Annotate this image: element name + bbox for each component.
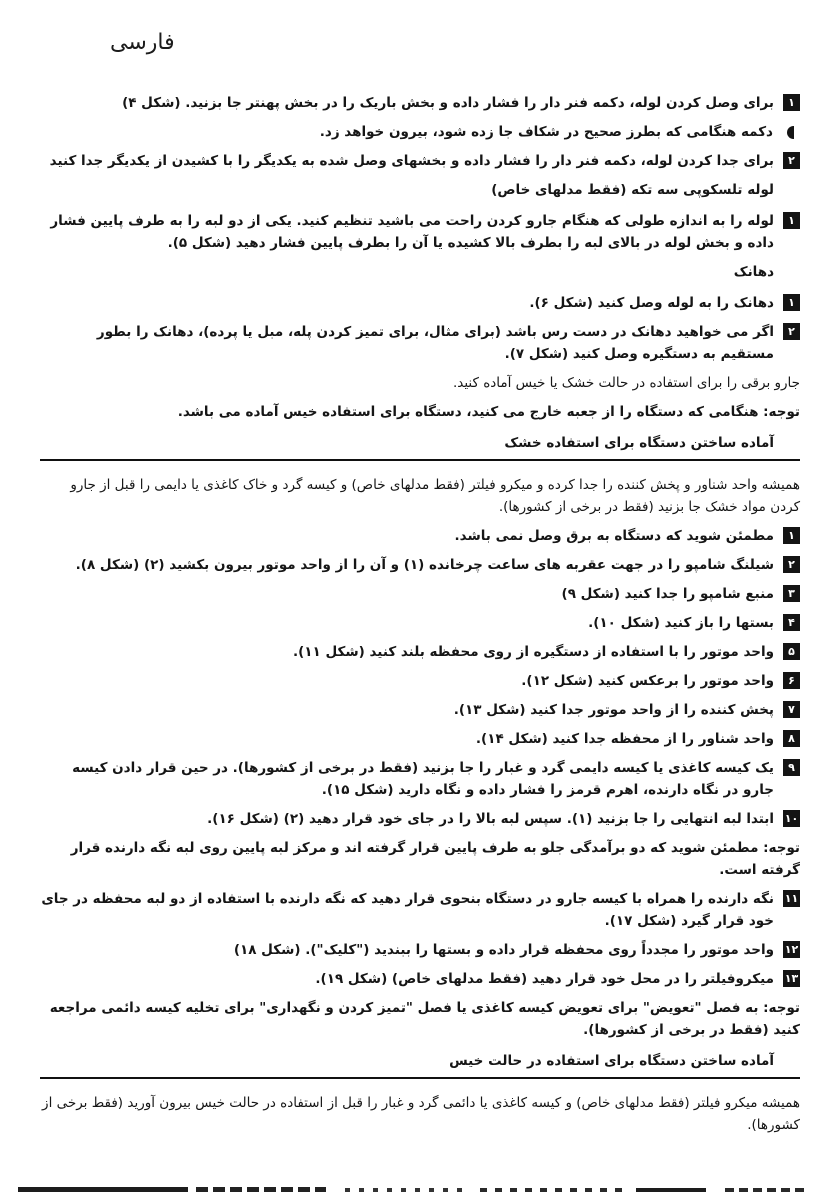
instruction-text: واحد موتور را برعکس کنید (شکل ۱۲). [521,673,774,689]
instruction-text: اگر می خواهید دهانک در دست رس باشد (برای مثال، برای تمیز کردن پله، مبل یا پرده)، دهانک را بطور مستقیم به دستگیره وصل کنید (شکل ۷). [96,324,774,362]
note-text: توجه: مطمئن شوید که دو برآمدگی جلو به طرف پایین قرار گرفته اند و مرکز لبه پایین روی لبه نگه دارنده قرار گرفته است. [70,840,800,878]
footer-smudge [18,1187,188,1192]
instruction-text: پخش کننده را از واحد موتور جدا کنید (شکل ۱۳). [453,702,774,718]
paragraph-text: همیشه واحد شناور و پخش کننده را جدا کرده و میکرو فیلتر (فقط مدلهای خاص) و کیسه گرد و خاک کاغذی یا دایمی را قبل از جارو کردن مواد خشک جا بزنید (فقط در برخی از کشورها). [70,477,800,515]
step-number-badge: ۱۰ [784,812,799,825]
subsection-heading: لوله تلسکوپی سه تکه (فقط مدلهای خاص) [491,182,774,198]
cut-off-footer-text [0,1185,840,1192]
step-number-badge: ۱ [783,212,800,229]
step-number-badge: ۱۳ [784,972,799,985]
instruction-item [40,699,800,721]
step-number-badge: ۲ [783,556,800,573]
instruction-item [40,150,800,172]
instruction-item [40,210,800,254]
footer-smudge [345,1188,465,1192]
instruction-item [40,728,800,750]
instruction-text: واحد موتور را مجدداً روی محفظه قرار داده و بستها را ببندید ("کلیک"). (شکل ۱۸) [233,942,774,958]
instruction-item [40,808,800,830]
instruction-text: واحد شناور را از محفظه جدا کنید (شکل ۱۴). [475,731,774,747]
instruction-text: شیلنگ شامپو را در جهت عقربه های ساعت چرخانده (۱) و آن را از واحد موتور بیرون بکشید (۲) (شکل ۸). [75,557,774,573]
footer-smudge [480,1188,630,1192]
instruction-text: ابتدا لبه انتهایی را جا بزنید (۱). سپس لبه بالا را در جای خود قرار دهید (۲) (شکل ۱۶). [207,811,774,827]
instruction-text: برای جدا کردن لوله، دکمه فنر دار را فشار داده و بخشهای وصل شده به یکدیگر را با کشیدن از یکدیگر جدا کنید [49,153,774,169]
section-divider [40,459,800,461]
step-number-badge: ۳ [783,585,800,602]
footer-smudge [636,1188,706,1192]
step-number-badge: ۱۱ [784,892,799,905]
instruction-item [40,525,800,547]
step-number-badge: ۱ [783,294,800,311]
step-number-badge: ۱۲ [784,943,799,956]
instruction-text: برای وصل کردن لوله، دکمه فنر دار را فشار داده و بخش باریک را در بخش پهنتر جا بزنید. (شکل ۴) [122,95,774,111]
section-heading: آماده ساختن دستگاه برای استفاده در حالت خیس [449,1053,774,1069]
instruction-item [40,92,800,114]
instruction-item [40,641,800,663]
step-number-badge: ۴ [783,614,800,631]
page-language-heading: فارسی [110,30,175,55]
instruction-text: منبع شامپو را جدا کنید (شکل ۹) [561,586,774,602]
note-text: توجه: هنگامی که دستگاه را از جعبه خارج می کنید، دستگاه برای استفاده خیس آماده می باشد. [177,404,800,420]
instruction-text: لوله را به اندازه طولی که هنگام جارو کردن راحت می باشید تنظیم کنید. یکی از دو لبه را به طرف پایین فشار داده و بخش لوله در بالای لبه را بطرف بالا کشیده یا آن را بطرف پایین فشار دهید (شکل ۵). [50,213,774,251]
step-number-badge: ۶ [783,672,800,689]
footer-smudge [725,1188,805,1192]
section-divider [40,1077,800,1079]
step-number-badge: ۲ [783,152,800,169]
instruction-item [40,670,800,692]
instruction-text: یک کیسه کاغذی یا کیسه دایمی گرد و غبار را جا بزنید (فقط در برخی از کشورها). در حین قرار دادن کیسه جارو در نگاه دارنده، اهرم قرمز را فشار داده و نگاه دارید (شکل ۱۵). [72,760,774,798]
instruction-item [40,757,800,801]
step-number-badge: ۹ [783,759,800,776]
section-heading: آماده ساختن دستگاه برای استفاده خشک [504,435,774,451]
instruction-item [40,583,800,605]
step-number-badge: ۷ [783,701,800,718]
sub-bullet-text: دکمه هنگامی که بطرز صحیح در شکاف جا زده شود، بیرون خواهد زد. [319,124,773,140]
instruction-text: دهانک را به لوله وصل کنید (شکل ۶). [529,295,774,311]
instruction-item [40,612,800,634]
instruction-item [40,554,800,576]
instruction-text: بستها را باز کنید (شکل ۱۰). [588,615,774,631]
step-number-badge: ۲ [783,323,800,340]
instruction-item [40,292,800,314]
instruction-item [40,888,800,932]
sub-bullet-item [40,121,800,143]
footer-smudge [196,1187,326,1192]
instructions-content [40,92,800,1143]
instruction-text: میکروفیلتر را در محل خود قرار دهید (فقط مدلهای خاص) (شکل ۱۹). [315,971,774,987]
instruction-text: واحد موتور را با استفاده از دستگیره از روی محفظه بلند کنید (شکل ۱۱). [292,644,774,660]
instruction-item [40,321,800,365]
step-number-badge: ۱ [783,527,800,544]
step-number-badge: ۸ [783,730,800,747]
half-circle-bullet-icon [787,126,794,139]
paragraph-text: جارو برقی را برای استفاده در حالت خشک یا خیس آماده کنید. [452,375,800,391]
instruction-item [40,968,800,990]
instruction-text: مطمئن شوید که دستگاه به برق وصل نمی باشد. [454,528,774,544]
step-number-badge: ۱ [783,94,800,111]
instruction-item [40,939,800,961]
note-text: توجه: به فصل "تعویض" برای تعویض کیسه کاغذی یا فصل "تمیز کردن و نگهداری" برای تخلیه کیسه دائمی مراجعه کنید (فقط در برخی از کشورها). [49,1000,800,1038]
subsection-heading: دهانک [733,264,774,280]
paragraph-text: همیشه میکرو فیلتر (فقط مدلهای خاص) و کیسه کاغذی یا دائمی گرد و غبار را قبل از استفاده در حالت خیس بیرون آورید (فقط برخی از کشورها). [42,1095,800,1133]
step-number-badge: ۵ [783,643,800,660]
instruction-text: نگه دارنده را همراه با کیسه جارو در دستگاه بنحوی قرار دهید که نگه دارنده با استفاده از دو لبه محفظه در جای خود قرار گیرد (شکل ۱۷). [41,891,774,929]
